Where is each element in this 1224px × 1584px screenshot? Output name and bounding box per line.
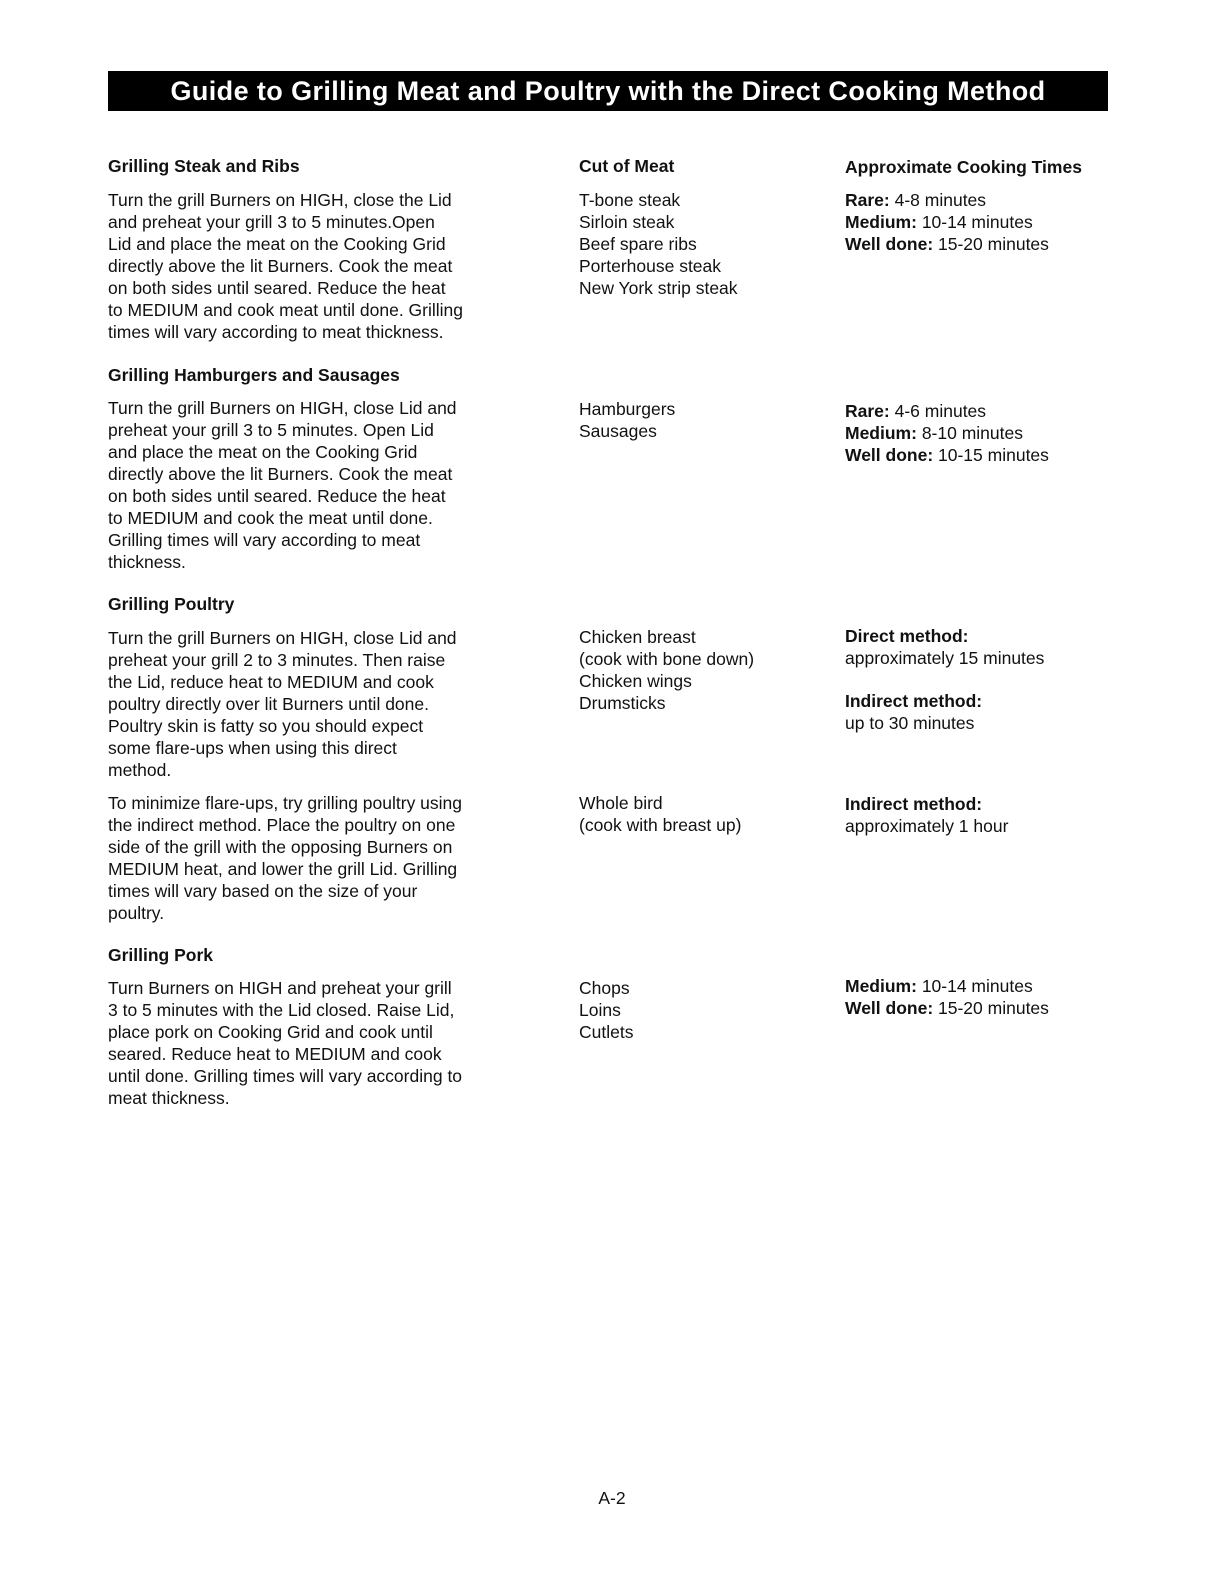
cut-item: Drumsticks — [579, 693, 666, 713]
time-value: 10-15 minutes — [933, 445, 1049, 465]
time-value: 4-6 minutes — [889, 401, 987, 421]
cut-item: Cutlets — [579, 1022, 634, 1042]
time-label: Medium: — [845, 212, 917, 232]
cut-list-hamburgers — [579, 398, 829, 442]
method-value: approximately 15 minutes — [845, 648, 1045, 668]
time-row — [845, 422, 1185, 444]
section-heading-hamburgers: Grilling Hamburgers and Sausages — [108, 365, 400, 385]
time-label: Well done: — [845, 445, 934, 465]
times-list-steak — [845, 189, 1185, 255]
section-heading-steak: Grilling Steak and Ribs — [108, 156, 300, 176]
method-direct-poultry — [845, 625, 1185, 669]
section-heading-poultry: Grilling Poultry — [108, 594, 235, 614]
time-label: Rare: — [845, 401, 890, 421]
method-indirect-whole-bird — [845, 793, 1185, 837]
time-row — [845, 211, 1185, 233]
cut-item: Hamburgers — [579, 399, 676, 419]
cut-item: T-bone steak — [579, 190, 681, 210]
time-value: 8-10 minutes — [916, 423, 1023, 443]
time-label: Well done: — [845, 998, 934, 1018]
cut-item: (cook with breast up) — [579, 815, 742, 835]
time-label: Rare: — [845, 190, 890, 210]
time-row — [845, 444, 1185, 466]
time-row — [845, 997, 1185, 1019]
cut-item: Sausages — [579, 421, 657, 441]
time-row — [845, 975, 1185, 997]
cut-list-pork — [579, 977, 829, 1043]
cut-item: Porterhouse steak — [579, 256, 722, 276]
page-title: Guide to Grilling Meat and Poultry with the Direct Cooking Method — [108, 71, 1108, 111]
time-value: 15-20 minutes — [933, 234, 1049, 254]
section-body-hamburgers: Turn the grill Burners on HIGH, close Lid and preheat your grill 3 to 5 minutes. Open Lid and place the meat on the Cooking Grid directly above the lit Burners. Cook the meat on both sides until seared. Reduce the heat to MEDIUM and cook the meat until done. Grilling times will vary according to meat thickness. — [108, 398, 457, 572]
cut-item: New York strip steak — [579, 278, 738, 298]
section-body-poultry-indirect: To minimize flare-ups, try grilling poultry using the indirect method. Place the poultry on one side of the grill with the opposing Burners on MEDIUM heat, and lower the grill Lid. Grilling times will vary based on the size of your poultry. — [108, 793, 463, 923]
times-list-hamburgers — [845, 400, 1185, 466]
cut-item: Sirloin steak — [579, 212, 675, 232]
method-label: Indirect method: — [845, 691, 983, 711]
time-row — [845, 233, 1185, 255]
cut-item: Beef spare ribs — [579, 234, 697, 254]
time-value: 10-14 minutes — [916, 976, 1033, 996]
cut-item: Chicken breast — [579, 627, 696, 647]
time-row — [845, 400, 1185, 422]
time-label: Well done: — [845, 234, 934, 254]
time-value: 15-20 minutes — [933, 998, 1049, 1018]
column-header-times: Approximate Cooking Times — [845, 157, 1082, 177]
cut-item: Chicken wings — [579, 671, 692, 691]
method-value: up to 30 minutes — [845, 713, 975, 733]
method-label: Indirect method: — [845, 794, 983, 814]
section-body-steak: Turn the grill Burners on HIGH, close the Lid and preheat your grill 3 to 5 minutes.Open Lid and place the meat on the Cooking Grid directly above the lit Burners. Cook the meat on both sides until seared. Reduce the heat to MEDIUM and cook meat until done. Grilling times will vary according to meat thickness. — [108, 190, 464, 342]
page-number: A-2 — [598, 1488, 626, 1508]
method-indirect-poultry — [845, 690, 1185, 734]
time-value: 4-8 minutes — [889, 190, 987, 210]
column-header-cut: Cut of Meat — [579, 156, 675, 176]
section-body-pork: Turn Burners on HIGH and preheat your grill 3 to 5 minutes with the Lid closed. Raise Lid, place pork on Cooking Grid and cook until seared. Reduce heat to MEDIUM and cook until done. Grilling times will vary according to meat thickness. — [108, 978, 463, 1108]
time-label: Medium: — [845, 976, 917, 996]
time-row — [845, 189, 1185, 211]
cut-item: Whole bird — [579, 793, 663, 813]
cut-item: (cook with bone down) — [579, 649, 755, 669]
time-value: 10-14 minutes — [916, 212, 1033, 232]
section-heading-pork: Grilling Pork — [108, 945, 214, 965]
cut-list-poultry — [579, 626, 829, 714]
method-value: approximately 1 hour — [845, 816, 1009, 836]
cut-item: Chops — [579, 978, 630, 998]
method-label: Direct method: — [845, 626, 969, 646]
cut-list-steak — [579, 189, 829, 299]
section-body-poultry: Turn the grill Burners on HIGH, close Lid and preheat your grill 2 to 3 minutes. Then raise the Lid, reduce heat to MEDIUM and cook poultry directly over lit Burners until done. Poultry skin is fatty so you should expect some flare-ups when using this direct method. — [108, 628, 457, 780]
cut-list-whole-bird — [579, 792, 829, 836]
times-list-pork — [845, 975, 1185, 1019]
cut-item: Loins — [579, 1000, 621, 1020]
time-label: Medium: — [845, 423, 917, 443]
